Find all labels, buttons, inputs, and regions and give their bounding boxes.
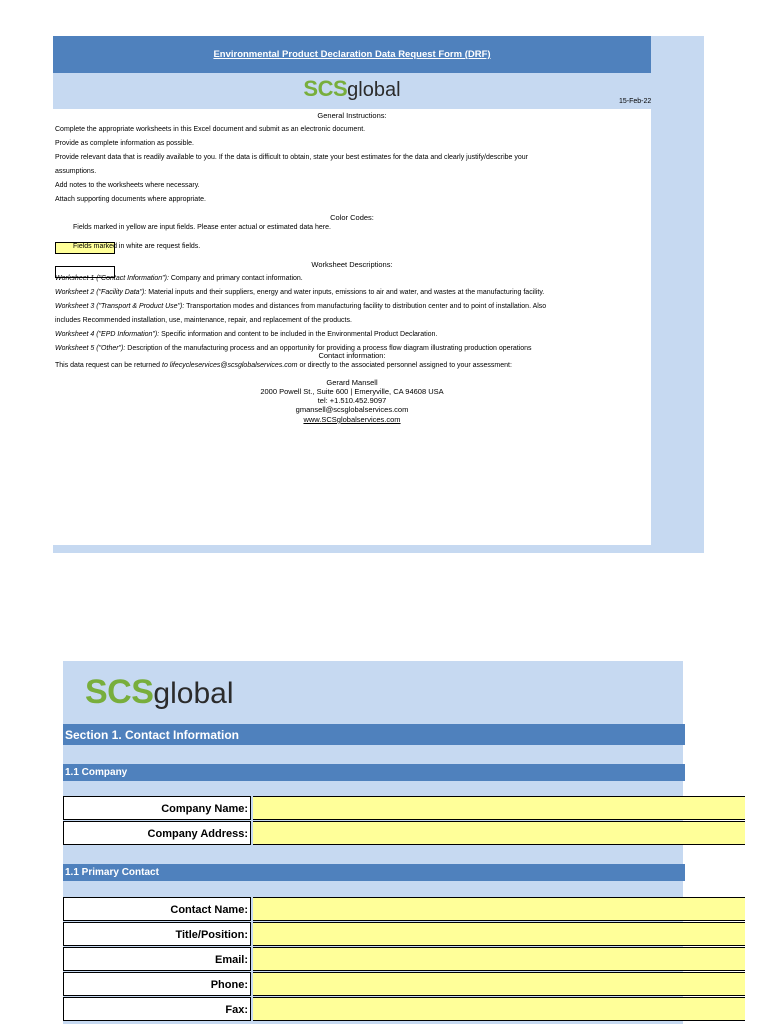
primary-contact-heading-bar [63, 864, 685, 881]
instructions-panel [53, 109, 651, 545]
primary-contact-heading: 1.1 Primary Contact [65, 867, 159, 878]
company-heading: 1.1 Company [65, 767, 128, 778]
color-code-white-text: Fields marked in white are request fields. [73, 243, 201, 250]
return-text: or directly to the associated personnel assigned to your assessment: [297, 362, 512, 369]
contact-address: 2000 Powell St., Suite 600 | Emeryville, CA 94608 USA [260, 387, 444, 396]
color-code-yellow-text: Fields marked in yellow are input fields. Please enter actual or estimated data here. [73, 224, 331, 231]
contact-name: Gerard Mansell [326, 378, 378, 387]
general-instructions-heading: General Instructions: [317, 111, 387, 120]
worksheet-text: includes Recommended installation, use, maintenance, repair, and replacement of the products. [55, 317, 352, 324]
fax-label: Fax: [63, 997, 251, 1021]
return-email-link[interactable]: to lifecycleservices@scsglobalservices.com [162, 362, 298, 369]
worksheet-descriptions-heading: Worksheet Descriptions: [311, 260, 393, 269]
company-address-label: Company Address: [63, 821, 251, 845]
contact-information-heading: Contact information: [318, 351, 386, 360]
form-title-bar [53, 36, 651, 73]
worksheet-name: Worksheet 5 ("Other"): [55, 345, 126, 352]
fax-input[interactable] [253, 997, 745, 1021]
section-title-bar [63, 724, 685, 745]
phone-input[interactable] [253, 972, 745, 996]
page-1-sheet [53, 36, 704, 553]
worksheet-desc-4 [55, 330, 437, 339]
worksheet-desc-3-cont [55, 316, 352, 325]
worksheet-name: Worksheet 2 ("Facility Data"): [55, 289, 147, 296]
contact-name-label: Contact Name: [63, 897, 251, 921]
page-2-sheet [63, 661, 683, 1024]
email-label: Email: [63, 947, 251, 971]
logo-global-text: global [347, 79, 401, 101]
instruction-line: Add notes to the worksheets where necessary. [55, 182, 200, 189]
logo-scs-text: SCS [85, 673, 154, 711]
worksheet-desc-1 [55, 274, 303, 283]
worksheet-text: Material inputs and their suppliers, energy and water inputs, emissions to air and water, and wastes at the manufacturing facility. [146, 289, 545, 296]
worksheet-name: Worksheet 1 ("Contact Information"): [55, 275, 169, 282]
worksheet-text: Specific information and content to be included in the Environmental Product Declaration. [159, 331, 438, 338]
instruction-line: Attach supporting documents where appropriate. [55, 196, 206, 203]
scs-global-logo [85, 673, 234, 712]
instruction-line: Provide as complete information as possible. [55, 140, 194, 147]
worksheet-text: Company and primary contact information. [168, 275, 303, 282]
company-heading-bar [63, 764, 685, 781]
worksheet-desc-2 [55, 288, 544, 297]
worksheet-text: Transportation modes and distances from manufacturing facility to distribution center and to point of installation. Also [184, 303, 547, 310]
color-codes-heading: Color Codes: [330, 213, 374, 222]
return-instructions [55, 361, 512, 370]
contact-name-input[interactable] [253, 897, 745, 921]
form-date: 15-Feb-22 [619, 98, 652, 105]
logo-scs-text: SCS [303, 76, 348, 101]
phone-label: Phone: [63, 972, 251, 996]
worksheet-text: Description of the manufacturing process and an opportunity for providing a process flow diagram illustrating production operations [125, 345, 532, 352]
company-address-input[interactable] [253, 821, 745, 845]
section-title: Section 1. Contact Information [65, 727, 240, 742]
worksheet-name: Worksheet 3 ("Transport & Product Use"): [55, 303, 185, 310]
logo-global-text: global [153, 677, 234, 710]
company-name-label: Company Name: [63, 796, 251, 820]
instruction-line: Complete the appropriate worksheets in this Excel document and submit as an electronic document. [55, 126, 366, 133]
contact-website-link[interactable]: www.SCSglobalservices.com [303, 415, 401, 424]
title-position-input[interactable] [253, 922, 745, 946]
company-name-input[interactable] [253, 796, 745, 820]
instruction-line: Provide relevant data that is readily available to you. If the data is difficult to obtain, state your best estimates for the data and clearly justify/describe your [55, 154, 529, 161]
worksheet-desc-3 [55, 302, 546, 311]
instruction-line: assumptions. [55, 168, 97, 175]
worksheet-name: Worksheet 4 ("EPD Information"): [55, 331, 160, 338]
return-text: This data request can be returned [55, 362, 163, 369]
scs-global-logo [53, 76, 651, 104]
contact-email[interactable]: gmansell@scsglobalservices.com [295, 405, 409, 414]
email-input[interactable] [253, 947, 745, 971]
contact-phone: tel: +1.510.452.9097 [317, 396, 387, 405]
form-title[interactable]: Environmental Product Declaration Data Request Form (DRF) [213, 49, 491, 60]
title-position-label: Title/Position: [63, 922, 251, 946]
